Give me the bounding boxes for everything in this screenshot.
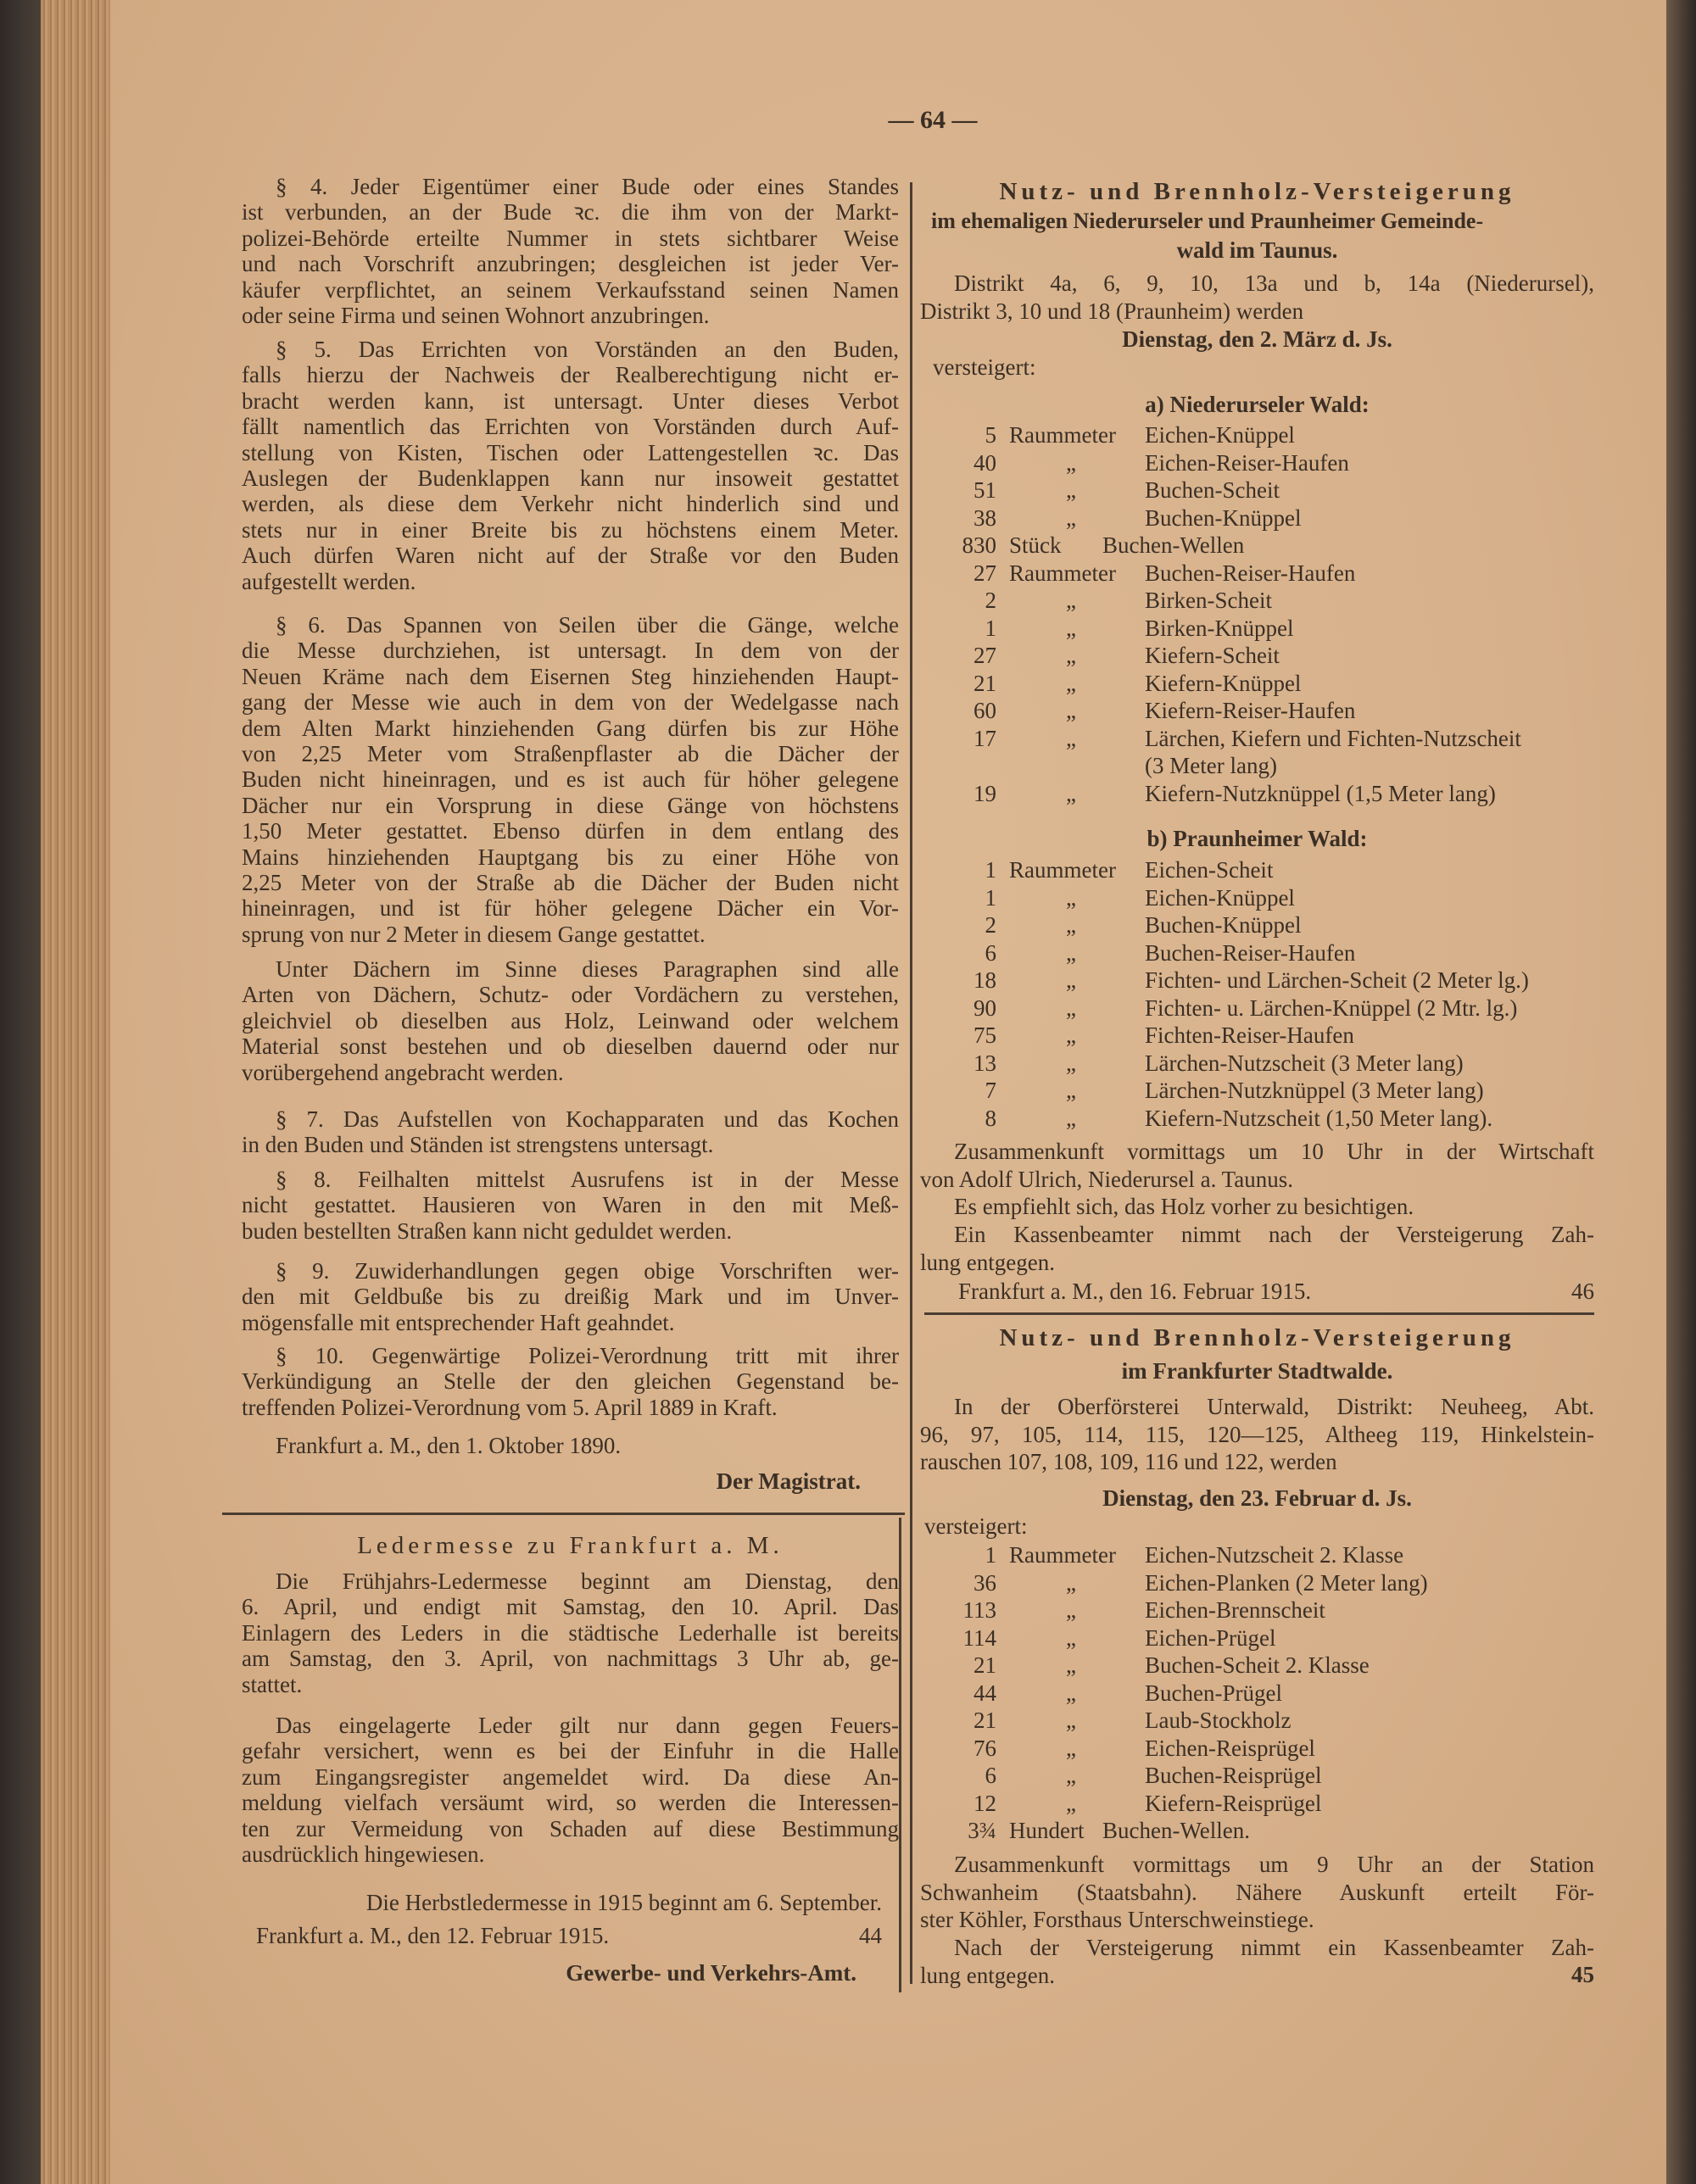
notice-number: 44 bbox=[859, 1923, 882, 1948]
dateline-text: Frankfurt a. M., den 12. Februar 1915. bbox=[256, 1923, 610, 1948]
text-line: gefahr versichert, wenn es bei der Einfuhr in die Halle bbox=[242, 1738, 899, 1764]
lot-item: Eichen-Knüppel bbox=[1145, 884, 1295, 911]
lot-item: Eichen-Reisprügel bbox=[1145, 1735, 1315, 1761]
lot-quantity: 1 bbox=[985, 615, 996, 641]
lot-item: Fichten- u. Lärchen-Knüppel (2 Mtr. lg.) bbox=[1145, 994, 1518, 1021]
lot-unit: „ bbox=[1066, 1680, 1076, 1706]
lot-item: Eichen-Scheit bbox=[1145, 857, 1274, 883]
lot-unit: „ bbox=[1066, 1735, 1076, 1761]
auction2-versteigert: versteigert: bbox=[924, 1513, 1028, 1539]
signature-magistrat: Der Magistrat. bbox=[716, 1468, 861, 1494]
text-line: § 6. Das Spannen von Seilen über die Gänge, welche bbox=[276, 612, 899, 638]
paragraph-6 bbox=[242, 612, 899, 947]
lot-quantity: 1 bbox=[985, 857, 996, 883]
text-line: Neuen Kräme nach dem Eisernen Steg hinziehenden Haupt- bbox=[242, 663, 899, 689]
lot-item: Kiefern-Nutzscheit (1,50 Meter lang). bbox=[1145, 1105, 1493, 1131]
page-number: — 64 — bbox=[888, 106, 978, 134]
paragraph-6-definition bbox=[242, 956, 899, 1085]
lot-unit: „ bbox=[1066, 967, 1076, 993]
lot-row bbox=[920, 939, 1594, 967]
lot-quantity: 5 bbox=[985, 422, 996, 448]
lot-row bbox=[920, 476, 1594, 504]
scanner-frame-right bbox=[1666, 0, 1696, 2184]
lot-row bbox=[920, 1050, 1594, 1078]
auction1-payment bbox=[920, 1221, 1594, 1276]
lot-item: Fichten- und Lärchen-Scheit (2 Meter lg.) bbox=[1145, 967, 1529, 993]
lot-row bbox=[920, 1077, 1594, 1105]
text-line: ausdrücklich hingewiesen. bbox=[242, 1841, 485, 1867]
lot-row bbox=[920, 1652, 1594, 1680]
text-line: Das eingelagerte Leder gilt nur dann gegen Feuers- bbox=[276, 1713, 899, 1738]
text-line: am Samstag, den 3. April, von nachmittags 3 Uhr ab, ge- bbox=[242, 1646, 899, 1672]
lot-row bbox=[920, 725, 1594, 780]
lot-row bbox=[920, 449, 1594, 477]
lot-quantity: 27 bbox=[974, 643, 996, 668]
lot-row bbox=[920, 504, 1594, 532]
text-line: stellung von Kisten, Tischen oder Lattengestellen ꝛc. Das bbox=[242, 439, 899, 465]
text-line: Buden nicht hineinragen, und es ist auch für höher gelegene bbox=[242, 766, 899, 793]
lot-item: Fichten-Reiser-Haufen bbox=[1145, 1022, 1354, 1048]
lot-row bbox=[920, 1817, 1594, 1845]
lot-item: Kiefern-Reiser-Haufen bbox=[1145, 698, 1356, 723]
lot-row bbox=[920, 1624, 1594, 1652]
lot-quantity: 75 bbox=[974, 1022, 996, 1048]
lot-item: Kiefern-Knüppel bbox=[1145, 670, 1302, 696]
lot-row bbox=[920, 911, 1594, 939]
lot-item: Birken-Knüppel bbox=[1145, 615, 1294, 641]
lot-unit: „ bbox=[1066, 1708, 1076, 1733]
lot-unit: „ bbox=[1066, 939, 1076, 966]
lot-unit: „ bbox=[1066, 588, 1076, 613]
lot-unit: „ bbox=[1066, 1078, 1076, 1103]
text-line: 6. April, und endigt mit Samstag, den 10. April. Das bbox=[242, 1594, 899, 1620]
text-line: Unter Dächern im Sinne dieses Paragraphen sind alle bbox=[276, 956, 899, 982]
text-line: Nach der Versteigerung nimmt ein Kassenbeamter Zah- bbox=[954, 1935, 1594, 1960]
text-line: in den Buden und Ständen ist strengstens untersagt. bbox=[242, 1132, 714, 1158]
lot-quantity: 19 bbox=[974, 780, 996, 806]
text-line: Arten von Dächern, Schutz- oder Vordächern zu verstehen, bbox=[242, 982, 899, 1008]
dateline-1890: Frankfurt a. M., den 1. Oktober 1890. bbox=[276, 1433, 622, 1458]
lot-item: Buchen-Reisprügel bbox=[1145, 1763, 1322, 1788]
lot-row bbox=[920, 1762, 1594, 1790]
lot-quantity: 114 bbox=[962, 1624, 996, 1651]
text-line: lung entgegen. bbox=[920, 1962, 1055, 1988]
lot-unit: Raummeter bbox=[1009, 1542, 1116, 1568]
lot-unit: „ bbox=[1066, 780, 1076, 806]
text-line: Distrikt 3, 10 und 18 (Praunheim) werden bbox=[920, 298, 1304, 324]
text-line: § 5. Das Errichten von Vorständen an den Buden, bbox=[276, 337, 899, 362]
lot-unit: „ bbox=[1066, 1569, 1076, 1596]
lot-row bbox=[920, 884, 1594, 912]
section-rule bbox=[222, 1513, 905, 1515]
auction1-versteigert: versteigert: bbox=[933, 354, 1036, 380]
text-line: rauschen 107, 108, 109, 116 und 122, werden bbox=[920, 1449, 1337, 1474]
auction1-lots-a bbox=[920, 421, 1594, 807]
lot-unit: „ bbox=[1066, 912, 1076, 938]
lot-quantity: 36 bbox=[974, 1569, 996, 1596]
text-line: § 9. Zuwiderhandlungen gegen obige Vorschriften wer- bbox=[276, 1258, 899, 1284]
text-line: 1,50 Meter gestattet. Ebenso dürfen in dem entlang des bbox=[242, 818, 899, 844]
auction1-lots-b bbox=[920, 856, 1594, 1132]
auction1-intro bbox=[920, 270, 1594, 325]
section-rule bbox=[924, 1312, 1594, 1315]
paragraph-5 bbox=[242, 337, 899, 594]
lot-unit: „ bbox=[1066, 477, 1076, 503]
text-line: falls hierzu der Nachweis der Realberechtigung nicht er- bbox=[242, 362, 899, 388]
ledermesse-paragraph-2 bbox=[242, 1713, 899, 1867]
lot-item: Buchen-Scheit 2. Klasse bbox=[1145, 1652, 1370, 1678]
lot-unit: Raummeter bbox=[1009, 422, 1116, 448]
text-line: von Adolf Ulrich, Niederursel a. Taunus. bbox=[920, 1166, 1294, 1192]
lot-row bbox=[920, 421, 1594, 449]
lot-row bbox=[920, 1596, 1594, 1624]
text-line: mögensfalle mit entsprechender Haft geahndet. bbox=[242, 1309, 675, 1335]
lot-item: Buchen-Wellen. bbox=[1102, 1818, 1251, 1843]
column-divider bbox=[910, 182, 912, 1984]
text-line: von 2,25 Meter vom Straßenpflaster ab die Dächer der bbox=[242, 740, 899, 766]
ledermesse-paragraph-1 bbox=[242, 1568, 899, 1697]
lot-quantity: 2 bbox=[985, 588, 996, 613]
text-line: käufer verpflichtet, an seinem Verkaufsstand seinen Namen bbox=[242, 276, 899, 303]
text-line: Auslegen der Budenklappen kann nur insoweit gestattet bbox=[242, 465, 899, 491]
lot-item-continued: (3 Meter lang) bbox=[1145, 753, 1277, 778]
lot-row bbox=[920, 1790, 1594, 1818]
auction1-section-a: a) Niederurseler Wald: bbox=[1145, 392, 1370, 417]
text-line: gang der Messe wie auch in dem von der Wedelgasse nach bbox=[242, 689, 899, 716]
signature-gewerbeamt: Gewerbe- und Verkehrs-Amt. bbox=[566, 1960, 856, 1986]
lot-unit: „ bbox=[1066, 725, 1076, 751]
text-line: stets nur in einer Breite bis zu höchstens einem Meter. bbox=[242, 516, 899, 543]
scanner-frame-left bbox=[0, 0, 41, 2184]
lot-row bbox=[920, 697, 1594, 725]
paragraph-10 bbox=[242, 1343, 899, 1420]
lot-unit: Raummeter bbox=[1009, 857, 1116, 883]
lot-unit: „ bbox=[1066, 504, 1076, 531]
auction1-subtitle: im ehemaligen Niederurseler und Praunheimer Gemeinde- bbox=[931, 209, 1484, 233]
lot-quantity: 40 bbox=[974, 449, 996, 476]
text-line: Distrikt 4a, 6, 9, 10, 13a und b, 14a (Niederursel), bbox=[954, 270, 1594, 296]
lot-quantity: 17 bbox=[974, 725, 996, 751]
lot-quantity: 1 bbox=[985, 884, 996, 911]
lot-unit: „ bbox=[1066, 1050, 1076, 1076]
lot-quantity: 44 bbox=[974, 1680, 996, 1706]
ledermesse-dateline bbox=[254, 1923, 882, 1949]
auction2-title: Nutz- und Brennholz-Versteigerung bbox=[999, 1324, 1515, 1351]
lot-quantity: 21 bbox=[974, 1708, 996, 1733]
text-line: zum Eingangsregister angemeldet wird. Da diese An- bbox=[242, 1763, 899, 1790]
lot-quantity: 21 bbox=[974, 670, 996, 696]
lot-item: Eichen-Planken (2 Meter lang) bbox=[1145, 1569, 1428, 1596]
lot-item: Lärchen, Kiefern und Fichten-Nutzscheit bbox=[1145, 725, 1521, 751]
lot-item: Eichen-Prügel bbox=[1145, 1624, 1276, 1651]
lot-item: Buchen-Wellen bbox=[1102, 532, 1245, 558]
lot-unit: „ bbox=[1066, 1763, 1076, 1788]
page-edge-stack bbox=[41, 0, 119, 2184]
auction1-meeting bbox=[920, 1138, 1594, 1193]
lot-row bbox=[920, 1022, 1594, 1050]
lot-item: Birken-Scheit bbox=[1145, 588, 1272, 613]
text-line: § 4. Jeder Eigentümer einer Bude oder eines Standes bbox=[276, 174, 899, 199]
notice-number: 46 bbox=[1571, 1279, 1594, 1304]
lot-quantity: 90 bbox=[974, 994, 996, 1021]
lot-unit: „ bbox=[1066, 1105, 1076, 1131]
lot-quantity: 2 bbox=[985, 912, 996, 938]
lot-row bbox=[920, 780, 1594, 808]
auction2-date: Dienstag, den 23. Februar d. Js. bbox=[1102, 1485, 1412, 1511]
lot-row bbox=[920, 615, 1594, 643]
text-line: stattet. bbox=[242, 1671, 303, 1697]
text-line: meldung vielfach versäumt wird, so werden die Interessen- bbox=[242, 1790, 899, 1816]
text-line: die Messe durchziehen, ist untersagt. In dem von der bbox=[242, 638, 899, 664]
paragraph-8 bbox=[242, 1167, 899, 1244]
lot-row bbox=[920, 1569, 1594, 1597]
auction1-title: Nutz- und Brennholz-Versteigerung bbox=[999, 178, 1515, 205]
lot-quantity: 12 bbox=[974, 1790, 996, 1816]
paragraph-7 bbox=[242, 1106, 899, 1158]
lot-quantity: 76 bbox=[974, 1735, 996, 1761]
lot-item: Laub-Stockholz bbox=[1145, 1708, 1292, 1733]
text-line: Auch dürfen Waren nicht auf der Straße vor den Buden bbox=[242, 543, 899, 569]
lot-item: Lärchen-Nutzknüppel (3 Meter lang) bbox=[1145, 1078, 1484, 1103]
text-line: 2,25 Meter von der Straße ab die Dächer der Buden nicht bbox=[242, 869, 899, 895]
text-line: Verkündigung an Stelle der den gleichen Gegenstand be- bbox=[242, 1368, 899, 1395]
text-line: In der Oberförsterei Unterwald, Distrikt: Neuheeg, Abt. bbox=[954, 1394, 1594, 1419]
lot-quantity: 13 bbox=[974, 1050, 996, 1076]
text-line: vorübergehend angebracht werden. bbox=[242, 1059, 564, 1085]
text-line: Dächer nur ein Vorsprung in diese Gänge von höchstens bbox=[242, 792, 899, 818]
lot-item: Eichen-Nutzscheit 2. Klasse bbox=[1145, 1542, 1404, 1568]
lot-row bbox=[920, 587, 1594, 615]
lot-row bbox=[920, 560, 1594, 588]
lot-quantity: 60 bbox=[974, 698, 996, 723]
text-line: fällt namentlich das Errichten von Vorständen durch Auf- bbox=[242, 414, 899, 440]
auction1-date: Dienstag, den 2. März d. Js. bbox=[1122, 326, 1392, 352]
text-line: oder seine Firma und seinen Wohnort anzubringen. bbox=[242, 302, 710, 328]
lot-unit: Raummeter bbox=[1009, 560, 1116, 586]
text-line: Material sonst bestehen und ob dieselben dauernd oder nur bbox=[242, 1034, 899, 1060]
lot-quantity: 51 bbox=[974, 477, 996, 503]
box-right-border bbox=[899, 1518, 901, 1992]
text-line: Zusammenkunft vormittags um 10 Uhr in der Wirtschaft bbox=[954, 1139, 1594, 1164]
lot-item: Buchen-Scheit bbox=[1145, 477, 1280, 503]
lot-unit: Stück bbox=[1009, 532, 1062, 558]
lot-quantity: 830 bbox=[962, 532, 996, 558]
lot-unit: „ bbox=[1066, 994, 1076, 1021]
text-line: aufgestellt werden. bbox=[242, 568, 416, 594]
auction2-payment bbox=[920, 1934, 1594, 1989]
lot-item: Lärchen-Nutzscheit (3 Meter lang) bbox=[1145, 1050, 1464, 1076]
lot-item: Eichen-Reiser-Haufen bbox=[1145, 449, 1349, 476]
lot-unit: Hundert bbox=[1009, 1818, 1085, 1843]
paragraph-9 bbox=[242, 1258, 899, 1335]
lot-quantity: 18 bbox=[974, 967, 996, 993]
text-line: Zusammenkunft vormittags um 9 Uhr an der Station bbox=[954, 1852, 1594, 1877]
dateline-text: Frankfurt a. M., den 16. Februar 1915. bbox=[958, 1279, 1312, 1304]
lot-item: Kiefern-Nutzknüppel (1,5 Meter lang) bbox=[1145, 780, 1496, 806]
text-line: werden, als diese dem Verkehr nicht hinderlich sind und bbox=[242, 491, 899, 517]
text-line: buden bestellten Straßen kann nicht geduldet werden. bbox=[242, 1217, 733, 1244]
lot-unit: „ bbox=[1066, 1597, 1076, 1623]
lot-quantity: 3¾ bbox=[968, 1818, 996, 1843]
text-line: ster Köhler, Forsthaus Unterschweinstiege. bbox=[920, 1907, 1314, 1932]
text-line: ist verbunden, an der Bude ꝛc. die ihm von der Markt- bbox=[242, 199, 899, 226]
text-line: nicht gestattet. Hausieren von Waren in den mit Meß- bbox=[242, 1192, 899, 1218]
lot-quantity: 6 bbox=[985, 1763, 996, 1788]
text-line: treffenden Polizei-Verordnung vom 5. April 1889 in Kraft. bbox=[242, 1394, 778, 1420]
text-line: 96, 97, 105, 114, 115, 120—125, Altheeg 119, Hinkelstein- bbox=[920, 1421, 1594, 1447]
lot-quantity: 7 bbox=[985, 1078, 996, 1103]
lot-item: Buchen-Reiser-Haufen bbox=[1145, 560, 1356, 586]
lot-quantity: 6 bbox=[985, 939, 996, 966]
lot-unit: „ bbox=[1066, 1652, 1076, 1678]
lot-quantity: 21 bbox=[974, 1652, 996, 1678]
lot-quantity: 113 bbox=[962, 1597, 996, 1623]
lot-item: Buchen-Knüppel bbox=[1145, 912, 1302, 938]
lot-unit: „ bbox=[1066, 1022, 1076, 1048]
lot-item: Eichen-Brennscheit bbox=[1145, 1597, 1325, 1623]
lot-item: Eichen-Knüppel bbox=[1145, 422, 1295, 448]
lot-unit: „ bbox=[1066, 615, 1076, 641]
text-line: Es empfiehlt sich, das Holz vorher zu besichtigen. bbox=[954, 1194, 1414, 1219]
lot-item: Buchen-Prügel bbox=[1145, 1680, 1282, 1706]
auction1-subtitle-2: wald im Taunus. bbox=[1176, 237, 1338, 263]
lot-row bbox=[920, 1680, 1594, 1708]
lot-row bbox=[920, 1735, 1594, 1763]
text-line: § 10. Gegenwärtige Polizei-Verordnung tritt mit ihrer bbox=[276, 1343, 899, 1368]
text-line: Schwanheim (Staatsbahn). Nähere Auskunft erteilt För- bbox=[920, 1879, 1594, 1905]
notice-number: 45 bbox=[1571, 1962, 1594, 1987]
auction1-dateline bbox=[958, 1279, 1594, 1305]
lot-unit: „ bbox=[1066, 670, 1076, 696]
lot-item: Buchen-Reiser-Haufen bbox=[1145, 939, 1356, 966]
auction2-lots bbox=[920, 1541, 1594, 1845]
lot-unit: „ bbox=[1066, 884, 1076, 911]
lot-unit: „ bbox=[1066, 643, 1076, 668]
text-line: § 8. Feilhalten mittelst Ausrufens ist in der Messe bbox=[276, 1167, 899, 1192]
lot-row bbox=[920, 1541, 1594, 1569]
lot-quantity: 27 bbox=[974, 560, 996, 586]
lot-row bbox=[920, 642, 1594, 670]
text-line: dem Alten Markt hinziehenden Gang dürfen bis zur Höhe bbox=[242, 715, 899, 741]
text-line: Die Frühjahrs-Ledermesse beginnt am Dienstag, den bbox=[276, 1568, 899, 1594]
lot-row bbox=[920, 994, 1594, 1022]
lot-item: Kiefern-Reisprügel bbox=[1145, 1790, 1322, 1816]
paragraph-4 bbox=[242, 174, 899, 328]
text-line: bracht werden kann, ist untersagt. Unter dieses Verbot bbox=[242, 387, 899, 414]
text-line: polizei-Behörde erteilte Nummer in stets sichtbarer Weise bbox=[242, 225, 899, 251]
text-line: und nach Vorschrift anzubringen; desgleichen ist jeder Ver- bbox=[242, 251, 899, 277]
ledermesse-title: Ledermesse zu Frankfurt a. M. bbox=[357, 1532, 784, 1559]
lot-item: Kiefern-Scheit bbox=[1145, 643, 1280, 668]
lot-unit: „ bbox=[1066, 1790, 1076, 1816]
lot-row bbox=[920, 856, 1594, 884]
text-line: Einlagern des Leders in die städtische Lederhalle ist bereits bbox=[242, 1619, 899, 1646]
auction1-inspect bbox=[920, 1193, 1594, 1221]
text-line: den mit Geldbuße bis zu dreißig Mark und im Unver- bbox=[242, 1284, 899, 1310]
lot-unit: „ bbox=[1066, 698, 1076, 723]
lot-quantity: 8 bbox=[985, 1105, 996, 1131]
auction2-subtitle: im Frankfurter Stadtwalde. bbox=[1121, 1358, 1393, 1384]
text-line: Mains hinziehenden Hauptgang bis zu einer Höhe von bbox=[242, 844, 899, 870]
ledermesse-herbst: Die Herbstledermesse in 1915 beginnt am 6. September. bbox=[365, 1890, 882, 1915]
text-line: § 7. Das Aufstellen von Kochapparaten und das Kochen bbox=[276, 1106, 899, 1132]
lot-row bbox=[920, 1707, 1594, 1735]
text-line: hineinragen, und ist für höher gelegene Dächer ein Vor- bbox=[242, 895, 899, 922]
lot-unit: „ bbox=[1066, 1624, 1076, 1651]
lot-row bbox=[920, 1105, 1594, 1133]
auction1-section-b: b) Praunheimer Wald: bbox=[1146, 826, 1368, 851]
lot-unit: „ bbox=[1066, 449, 1076, 476]
text-line: gleichviel ob dieselben aus Holz, Leinwand oder welchem bbox=[242, 1007, 899, 1034]
lot-row bbox=[920, 670, 1594, 698]
text-line: lung entgegen. bbox=[920, 1249, 1055, 1275]
text-line: Ein Kassenbeamter nimmt nach der Versteigerung Zah- bbox=[954, 1222, 1594, 1247]
lot-quantity: 38 bbox=[974, 504, 996, 531]
lot-quantity: 1 bbox=[985, 1542, 996, 1568]
lot-row bbox=[920, 532, 1594, 560]
lot-item: Buchen-Knüppel bbox=[1145, 504, 1302, 531]
lot-row bbox=[920, 967, 1594, 994]
auction2-meeting bbox=[920, 1851, 1594, 1934]
auction2-intro bbox=[920, 1393, 1594, 1476]
text-line: sprung von nur 2 Meter in diesem Gange gestattet. bbox=[242, 921, 706, 947]
text-line: ten zur Vermeidung von Schaden auf diese Bestimmung bbox=[242, 1815, 899, 1841]
